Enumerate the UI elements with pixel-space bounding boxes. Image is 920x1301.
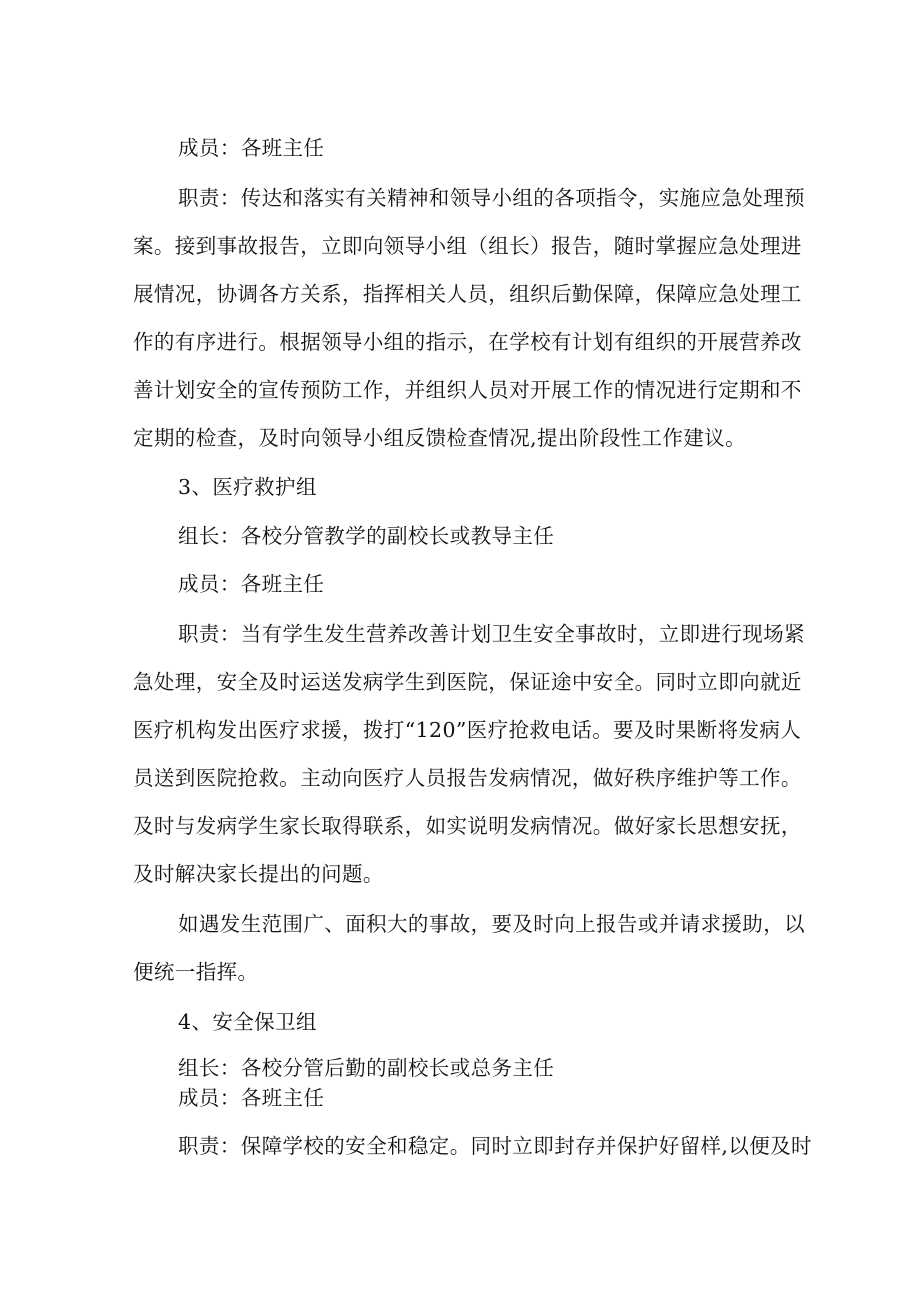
paragraph-line: 作的有序进行。根据领导小组的指示，在学校有计划有组织的开展营养改	[133, 330, 802, 354]
paragraph-line: 组长：各校分管后勤的副校长或总务主任	[178, 1056, 555, 1080]
paragraph-line: 员送到医院抢救。主动向医疗人员报告发病情况，做好秩序维护等工作。	[133, 766, 802, 790]
paragraph-line: 展情况，协调各方关系，指挥相关人员，组织后勤保障，保障应急处理工	[133, 282, 802, 306]
paragraph-line: 职责：传达和落实有关精神和领导小组的各项指令，实施应急处理预	[178, 186, 805, 210]
paragraph-line: 组长：各校分管教学的副校长或教导主任	[178, 524, 555, 548]
paragraph-line: 急处理，安全及时运送发病学生到医院，保证途中安全。同时立即向就近	[133, 670, 802, 694]
paragraph-line: 如遇发生范围广、面积大的事故，要及时向上报告或并请求援助，以	[178, 912, 805, 936]
paragraph-line: 定期的检查，及时向领导小组反馈检查情况,提出阶段性工作建议。	[133, 426, 747, 450]
paragraph-line: 及时与发病学生家长取得联系，如实说明发病情况。做好家长思想安抚，	[133, 814, 802, 838]
paragraph-line: 成员：各班主任	[178, 136, 325, 160]
paragraph-line: 职责：当有学生发生营养改善计划卫生安全事故时，立即进行现场紧	[178, 622, 805, 646]
section-heading: 4、安全保卫组	[178, 1010, 317, 1034]
paragraph-line: 成员：各班主任	[178, 1086, 325, 1110]
paragraph-line: 案。接到事故报告，立即向领导小组（组长）报告，随时掌握应急处理进	[133, 234, 802, 258]
paragraph-line: 善计划安全的宣传预防工作，并组织人员对开展工作的情况进行定期和不	[133, 378, 802, 402]
paragraph-line: 及时解决家长提出的问题。	[133, 862, 384, 886]
paragraph-line: 医疗机构发出医疗求援，拨打“120”医疗抢救电话。要及时果断将发病人	[133, 718, 802, 742]
paragraph-line: 便统一指挥。	[133, 960, 259, 984]
paragraph-line: 成员：各班主任	[178, 572, 325, 596]
paragraph-line: 职责：保障学校的安全和稳定。同时立即封存并保护好留样,以便及时	[178, 1134, 812, 1158]
section-heading: 3、医疗救护组	[178, 475, 317, 499]
